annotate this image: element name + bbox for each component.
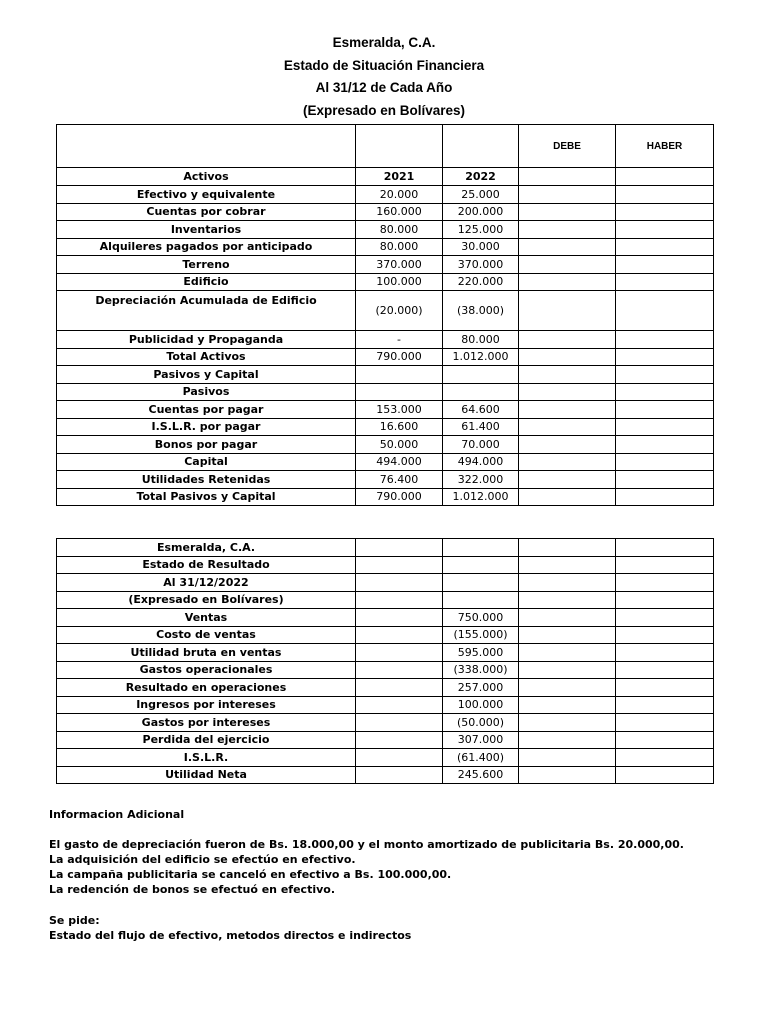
- table-row: [57, 539, 714, 557]
- value-2021: 100.000: [356, 273, 443, 291]
- value-2021: 153.000: [356, 401, 443, 419]
- table-row: [57, 273, 714, 291]
- value-2021: 20.000: [356, 186, 443, 204]
- table-row: [57, 644, 714, 662]
- row-value: 100.000: [443, 696, 519, 714]
- table-row: [57, 418, 714, 436]
- row-value: [443, 574, 519, 592]
- row-label: Cuentas por pagar: [57, 401, 356, 419]
- value-2022: 1.012.000: [443, 348, 519, 366]
- row-label: Pasivos: [57, 383, 356, 401]
- row-label: Total Activos: [57, 348, 356, 366]
- table-row: [57, 714, 714, 732]
- row-label: I.S.L.R.: [57, 749, 356, 767]
- value-2021: 76.400: [356, 471, 443, 489]
- table-row: [57, 401, 714, 419]
- value-2022: 1.012.000: [443, 488, 519, 506]
- table-row: [57, 749, 714, 767]
- column-labels-row: [57, 168, 714, 186]
- row-value: 307.000: [443, 731, 519, 749]
- value-2022: 70.000: [443, 436, 519, 454]
- value-2022: (38.000): [443, 291, 519, 331]
- value-2022: 61.400: [443, 418, 519, 436]
- row-label: Gastos operacionales: [57, 661, 356, 679]
- table-row: [57, 556, 714, 574]
- row-label: Efectivo y equivalente: [57, 186, 356, 204]
- row-label: Depreciación Acumulada de Edificio: [95, 294, 317, 307]
- row-value: [443, 539, 519, 557]
- row-label: Esmeralda, C.A.: [57, 539, 356, 557]
- value-2021: 790.000: [356, 488, 443, 506]
- value-2021: 790.000: [356, 348, 443, 366]
- value-2022: [443, 366, 519, 384]
- row-label: Gastos por intereses: [57, 714, 356, 732]
- row-label: Utilidad bruta en ventas: [57, 644, 356, 662]
- table-row: [57, 471, 714, 489]
- value-2021: [356, 383, 443, 401]
- table-row: [57, 574, 714, 592]
- row-label: Terreno: [57, 256, 356, 274]
- table-row: [57, 348, 714, 366]
- value-2022: [443, 383, 519, 401]
- value-2021: 80.000: [356, 221, 443, 239]
- row-label: Ingresos por intereses: [57, 696, 356, 714]
- table-row: [57, 679, 714, 697]
- row-value: 750.000: [443, 609, 519, 627]
- row-value: (61.400): [443, 749, 519, 767]
- table-row: [57, 766, 714, 784]
- table-row: [57, 626, 714, 644]
- table-row: [57, 238, 714, 256]
- table-row: [57, 609, 714, 627]
- table-row: [57, 366, 714, 384]
- value-2021: 494.000: [356, 453, 443, 471]
- row-label: Perdida del ejercicio: [57, 731, 356, 749]
- table-row: [57, 591, 714, 609]
- row-label: (Expresado en Bolívares): [57, 591, 356, 609]
- row-value: [443, 591, 519, 609]
- row-label: Resultado en operaciones: [57, 679, 356, 697]
- value-2022: 125.000: [443, 221, 519, 239]
- table-header-row: [57, 125, 714, 168]
- value-2022: 80.000: [443, 331, 519, 349]
- value-2021: 370.000: [356, 256, 443, 274]
- balance-sheet-table: [56, 124, 714, 506]
- value-2021: 160.000: [356, 203, 443, 221]
- info-line: La adquisición del edificio se efectúo en efectivo.: [49, 853, 356, 866]
- col-2021: 2021: [356, 168, 443, 186]
- row-label: Publicidad y Propaganda: [57, 331, 356, 349]
- value-2022: 370.000: [443, 256, 519, 274]
- row-label: Utilidad Neta: [57, 766, 356, 784]
- info-line: El gasto de depreciación fueron de Bs. 18.000,00 y el monto amortizado de publicitaria Bs. 20.000,00.: [49, 838, 684, 851]
- additional-info-title: Informacion Adicional: [49, 808, 185, 821]
- document-header: [0, 32, 768, 122]
- table-row: [57, 221, 714, 239]
- table-row: [57, 696, 714, 714]
- info-line: La redención de bonos se efectuó en efectivo.: [49, 883, 336, 896]
- value-2022: 322.000: [443, 471, 519, 489]
- row-label: I.S.L.R. por pagar: [57, 418, 356, 436]
- row-value: 245.600: [443, 766, 519, 784]
- row-value: 257.000: [443, 679, 519, 697]
- row-label: Cuentas por cobrar: [57, 203, 356, 221]
- value-2022: 30.000: [443, 238, 519, 256]
- value-2021: -: [356, 331, 443, 349]
- value-2021: 50.000: [356, 436, 443, 454]
- table-row: [57, 453, 714, 471]
- table-row: [57, 256, 714, 274]
- value-2021: [356, 366, 443, 384]
- row-label: [57, 291, 356, 331]
- col-activos: Activos: [57, 168, 356, 186]
- statement-currency: (Expresado en Bolívares): [302, 102, 466, 118]
- request-text: Estado del flujo de efectivo, metodos directos e indirectos: [49, 929, 412, 942]
- value-2022: 220.000: [443, 273, 519, 291]
- row-value: [443, 556, 519, 574]
- table-row: [57, 186, 714, 204]
- row-value: (50.000): [443, 714, 519, 732]
- value-2022: 494.000: [443, 453, 519, 471]
- table-row: [57, 331, 714, 349]
- row-label: Estado de Resultado: [57, 556, 356, 574]
- row-label: Ventas: [57, 609, 356, 627]
- income-statement-table: [56, 538, 714, 784]
- statement-date: Al 31/12 de Cada Año: [315, 80, 453, 95]
- request-title: Se pide:: [49, 914, 100, 927]
- value-2021: 80.000: [356, 238, 443, 256]
- row-label: Utilidades Retenidas: [57, 471, 356, 489]
- row-label: Al 31/12/2022: [57, 574, 356, 592]
- col-haber: HABER: [616, 125, 714, 168]
- table-row: [57, 731, 714, 749]
- row-value: (155.000): [443, 626, 519, 644]
- col-2022: 2022: [443, 168, 519, 186]
- info-line: La campaña publicitaria se canceló en efectivo a Bs. 100.000,00.: [49, 868, 452, 881]
- row-label: Bonos por pagar: [57, 436, 356, 454]
- table-row: [57, 203, 714, 221]
- company-name: Esmeralda, C.A.: [332, 35, 436, 50]
- table-row: [57, 661, 714, 679]
- table-row: [57, 488, 714, 506]
- col-debe: DEBE: [519, 125, 616, 168]
- row-label: Costo de ventas: [57, 626, 356, 644]
- value-2021: (20.000): [356, 291, 443, 331]
- row-label: Pasivos y Capital: [57, 366, 356, 384]
- table-row: [57, 291, 714, 331]
- row-label: Alquileres pagados por anticipado: [57, 238, 356, 256]
- row-label: Edificio: [57, 273, 356, 291]
- value-2022: 200.000: [443, 203, 519, 221]
- table-row: [57, 383, 714, 401]
- value-2022: 25.000: [443, 186, 519, 204]
- value-2021: 16.600: [356, 418, 443, 436]
- row-value: 595.000: [443, 644, 519, 662]
- table-row: [57, 436, 714, 454]
- row-value: (338.000): [443, 661, 519, 679]
- row-label: Total Pasivos y Capital: [57, 488, 356, 506]
- statement-title: Estado de Situación Financiera: [283, 57, 485, 73]
- value-2022: 64.600: [443, 401, 519, 419]
- row-label: Inventarios: [57, 221, 356, 239]
- row-label: Capital: [57, 453, 356, 471]
